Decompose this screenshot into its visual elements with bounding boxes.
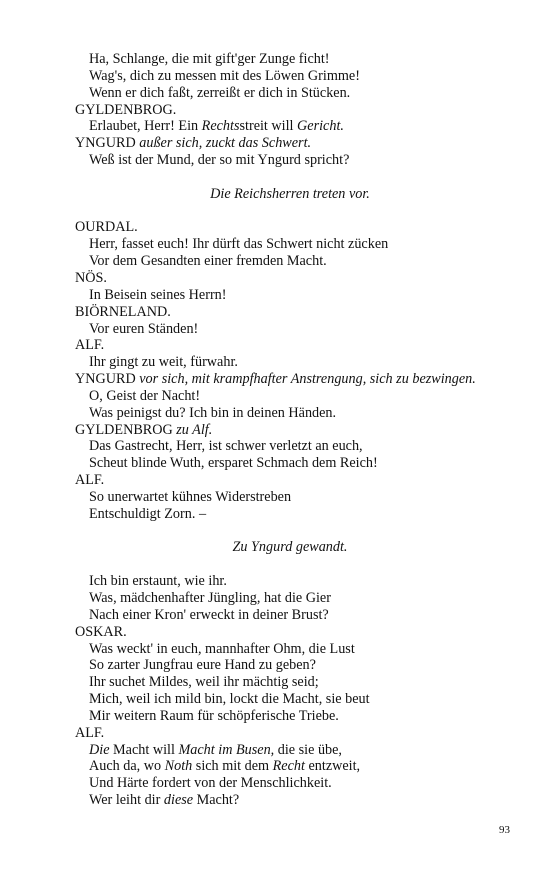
verse-line <box>75 85 535 102</box>
verse-line <box>75 68 535 85</box>
text-run: Scheut blinde Wuth, ersparet Schmach dem Reich! <box>89 455 378 472</box>
text-run: Erlaubet, Herr! Ein <box>89 118 202 135</box>
verse-line <box>75 775 535 792</box>
blank-line <box>75 523 535 540</box>
text-run: Wer leiht dir <box>89 792 164 809</box>
verse-line <box>75 253 535 270</box>
speaker-line <box>75 624 535 641</box>
text-run: Weß ist der Mund, der so mit Yngurd spricht? <box>89 152 350 169</box>
speaker-line <box>75 422 535 439</box>
verse-line <box>75 354 535 371</box>
verse-line <box>75 287 535 304</box>
italic-text: Die Reichsherren treten vor. <box>210 185 370 202</box>
text-run: Ihr suchet Mildes, weil ihr mächtig seid; <box>89 674 319 691</box>
text-run: Entschuldigt Zorn. – <box>89 505 207 522</box>
text-run: Ihr gingt zu weit, fürwahr. <box>89 354 238 371</box>
text-run: entzweit, <box>304 758 361 775</box>
verse-line <box>75 590 535 607</box>
blank-line <box>75 556 535 573</box>
text-run: Was, mädchenhafter Jüngling, hat die Gier <box>89 590 331 606</box>
verse-line <box>75 489 535 506</box>
stage-direction <box>75 186 505 203</box>
italic-text: vor sich, mit krampfhafter Anstrengung, sich zu bezwingen. <box>139 371 476 388</box>
text-run: Ha, Schlange, die mit gift'ger Zunge ficht! <box>89 51 330 67</box>
verse-line <box>75 674 535 691</box>
italic-text: außer sich, zuckt das Schwert. <box>139 135 312 152</box>
speaker-line <box>75 337 535 354</box>
italic-text: Die <box>89 741 110 758</box>
italic-text: Zu Yngurd gewandt. <box>232 539 348 556</box>
text-run: BIÖRNELAND. <box>75 303 171 320</box>
text-run: ALF. <box>75 724 105 741</box>
verse-line <box>75 607 535 624</box>
text-run: Wag's, dich zu messen mit des Löwen Grimme! <box>89 67 360 84</box>
text-run: streit will <box>239 118 298 135</box>
verse-line <box>75 691 535 708</box>
verse-line <box>75 657 535 674</box>
text-run: OURDAL. <box>75 219 138 236</box>
verse-line <box>75 455 535 472</box>
verse-line <box>75 236 535 253</box>
text-run: Herr, fasset euch! Ihr dürft das Schwert nicht zücken <box>89 236 389 253</box>
text-run: ALF. <box>75 337 105 354</box>
italic-text: zu Alf. <box>176 421 213 438</box>
text-run: Macht will <box>109 741 179 758</box>
speaker-line <box>75 270 535 287</box>
speaker-line <box>75 472 535 489</box>
text-run: Vor euren Ständen! <box>89 320 199 337</box>
speaker-line <box>75 102 535 119</box>
verse-line <box>75 742 535 759</box>
italic-text: Recht <box>272 758 305 775</box>
italic-text: Noth <box>164 758 193 775</box>
text-run: ALF. <box>75 472 105 489</box>
italic-text: diese <box>163 792 194 809</box>
verse-line <box>75 438 535 455</box>
verse-line <box>75 51 535 68</box>
text-run: Ich bin erstaunt, wie ihr. <box>89 573 227 590</box>
verse-line <box>75 152 535 169</box>
text-run: Das Gastrecht, Herr, ist schwer verletzt an euch, <box>89 438 363 455</box>
speaker-line <box>75 219 535 236</box>
text-run: NÖS. <box>75 269 107 286</box>
verse-line <box>75 641 535 658</box>
blank-line <box>75 169 535 186</box>
stage-direction <box>75 539 505 556</box>
page-number: 93 <box>499 824 510 836</box>
text-run: sich mit dem <box>192 758 273 775</box>
speaker-line <box>75 371 535 388</box>
text-run: Und Härte fordert von der Menschlichkeit. <box>89 775 332 792</box>
speaker-line <box>75 135 535 152</box>
text-run: YNGURD <box>75 371 140 388</box>
italic-text: Macht im Busen, <box>178 741 275 758</box>
text-run: Macht? <box>193 792 240 809</box>
text-run: GYLDENBROG <box>75 421 177 438</box>
text-run: Nach einer Kron' erweckt in deiner Brust? <box>89 606 329 623</box>
text-run: OSKAR. <box>75 623 127 640</box>
verse-line <box>75 573 535 590</box>
speaker-line <box>75 725 535 742</box>
text-run: Was weckt' in euch, mannhafter Ohm, die Lust <box>89 640 355 657</box>
verse-line <box>75 388 535 405</box>
text-run: Auch da, wo <box>89 758 165 775</box>
text-run: So unerwartet kühnes Widerstreben <box>89 488 292 505</box>
speaker-line <box>75 304 535 321</box>
text-run: Was peinigst du? Ich bin in deinen Händen. <box>89 404 337 421</box>
text-run: Mich, weil ich mild bin, lockt die Macht, sie beut <box>89 691 370 708</box>
verse-line <box>75 118 535 135</box>
text-run: Wenn er dich faßt, zerreißt er dich in Stücken. <box>89 84 351 101</box>
verse-line <box>75 792 535 809</box>
verse-line <box>75 405 535 422</box>
text-run: In Beisein seines Herrn! <box>89 286 227 303</box>
text-run: O, Geist der Nacht! <box>89 387 201 404</box>
verse-line <box>75 758 535 775</box>
text-run: So zarter Jungfrau eure Hand zu geben? <box>89 657 316 674</box>
text-run: Vor dem Gesandten einer fremden Macht. <box>89 253 327 270</box>
verse-line <box>75 321 535 338</box>
blank-line <box>75 203 535 220</box>
verse-line <box>75 708 535 725</box>
italic-text: Gericht. <box>297 118 344 135</box>
text-run: GYLDENBROG. <box>75 101 177 118</box>
text-run: Mir weitern Raum für schöpferische Triebe. <box>89 707 339 724</box>
verse-line <box>75 506 535 523</box>
drama-text-block <box>75 51 535 809</box>
text-run: die sie übe, <box>274 741 342 758</box>
text-run: YNGURD <box>75 135 140 152</box>
italic-text: Rechts <box>201 118 240 135</box>
